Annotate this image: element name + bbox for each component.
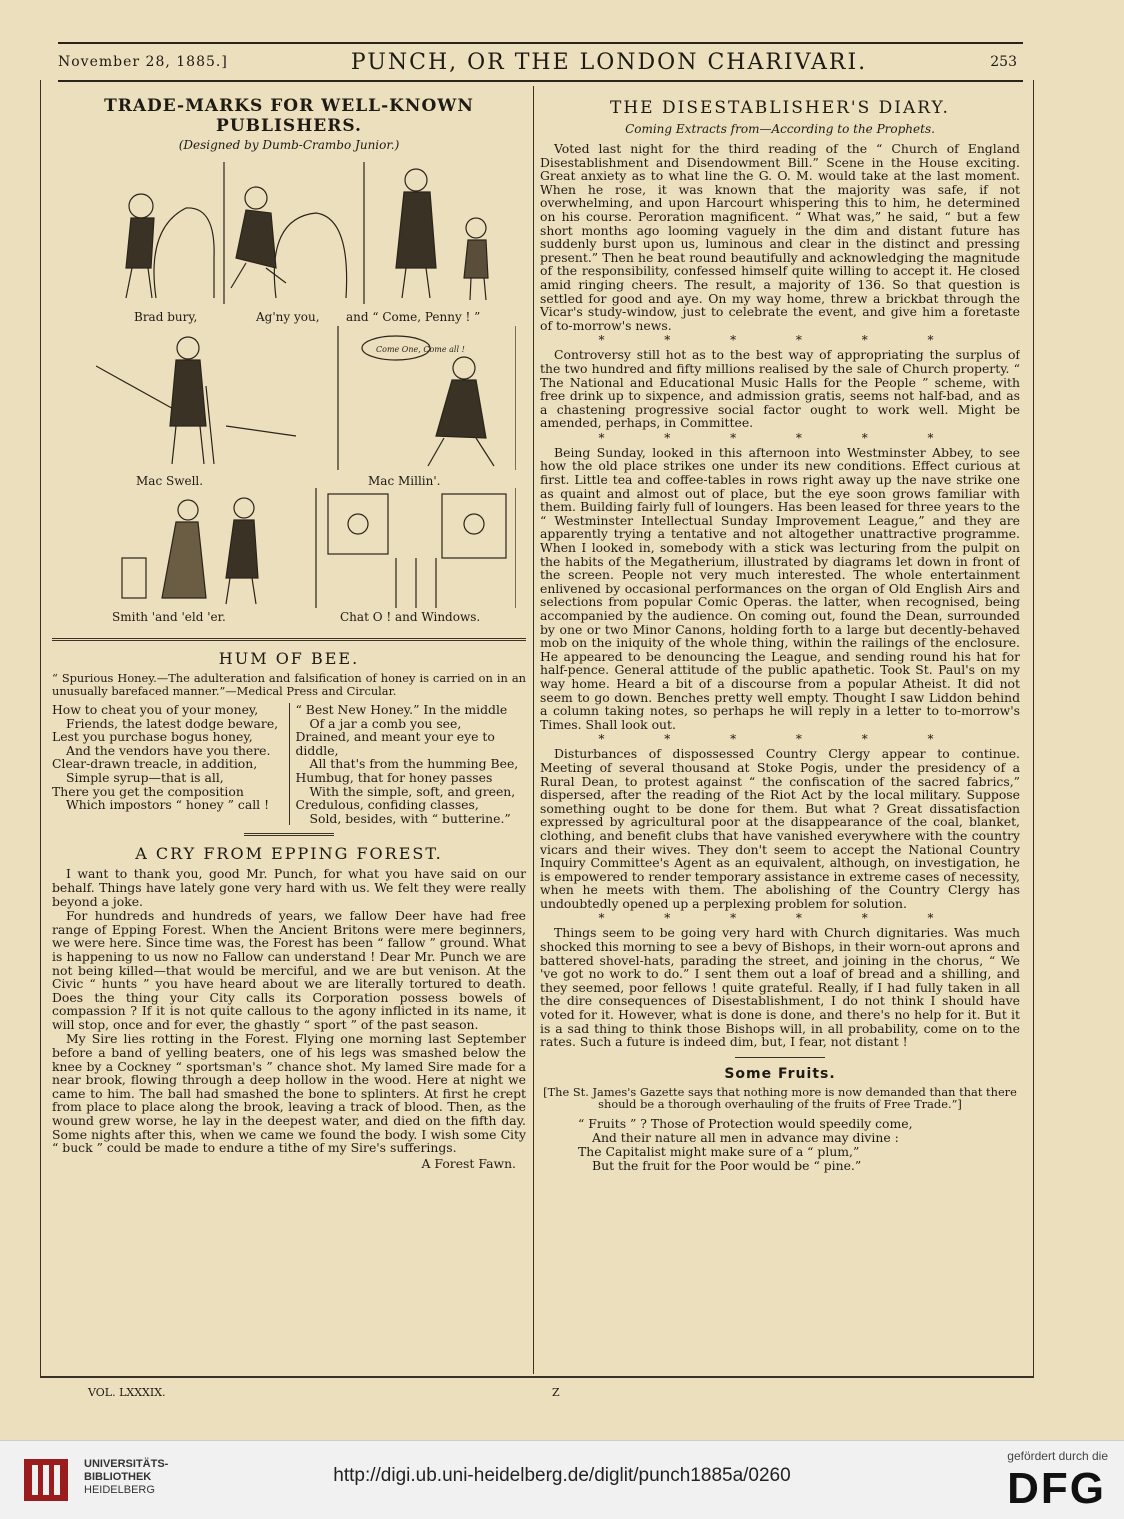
verse-line: “ Best New Honey.” In the middle [295, 702, 508, 717]
cartoon-row-3 [96, 488, 516, 608]
dfg-logo[interactable]: DFG [1007, 1464, 1106, 1513]
fruits-title: Some Fruits. [724, 1065, 836, 1082]
paragraph: Voted last night for the third reading of the “ Church of England Disestablishment and Disendowment Bill.” Scene in the House exciting. Great anxiety as to what line the G. O. M. would take at the last moment. When he rose, it was known that the majority was safe, if not overwhelming, and upon Harcourt whispering this to him, he determined on his course. Peroration magnificent. “ What was,” he said, “ but a few short months ago looming vaguely in the dim and distant future has suddenly burst upon us, luminous and clear in the distinct and pressing present.” Then he beat round beautifully and acknowledging the magnitude of the responsibility, confessed himself quite willing to accept it. He closed amid ringing cheers. The result, a majority of 136. So that question is settled for good and aye. On my way home, threw a brickbat through the Vicar's study-window, just to celebrate the event, and give him a foretaste of to-morrow's news. [540, 141, 1020, 333]
verse-line: Simple syrup—that is all, [66, 769, 224, 785]
caption-brad-bury: Brad bury, [134, 310, 198, 324]
section-stars: * * * * * * [598, 430, 962, 445]
epping-letter [52, 867, 526, 1154]
verse-line: Which impostors “ honey ” call ! [66, 797, 270, 813]
section-stars: * * * * * * [598, 333, 962, 348]
left-column [52, 92, 526, 1372]
signature-mark: Z [552, 1386, 560, 1399]
trademarks-subtitle: (Designed by Dumb-Crambo Junior.) [178, 138, 400, 152]
verse-line: Of a jar a comb you see, [309, 715, 462, 731]
speech-bubble-text: Come One, Come all ! [376, 345, 465, 354]
header-title: PUNCH, OR THE LONDON CHARIVARI. [350, 49, 868, 75]
caption-chat-o-and-windows: Chat O ! and Windows. [340, 610, 481, 624]
caption-mac-swell: Mac Swell. [136, 474, 204, 488]
section-rule [735, 1057, 825, 1058]
hum-poem-left [52, 703, 289, 825]
diary-text [540, 142, 1020, 1049]
fruits-note: [The St. James's Gazette says that nothing more is now demanded than that there should be a thorough overhauling of the fruits of Free Trade.”] [543, 1084, 1017, 1112]
page-number: 253 [990, 54, 1017, 70]
verse-line: Humbug, that for honey passes [295, 769, 493, 785]
funded-by-label: gefördert durch die [1007, 1449, 1108, 1463]
paragraph: Disturbances of dispossessed Country Clergy appear to continue. Meeting of several thousand at Stoke Pogis, under the presidency of a Rural Dean, to protest against “ the confiscation of the sacred fabrics,” dispersed, after the reading of the Riot Act by the local military. Suppose something ought to be done for them. But what ? Great dissatisfaction expressed by agricultural poor at the disappearance of the coal, blanket, clothing, and benefit clubs that have vanished everywhere with the country vicars and their wives. They don't seem to accept the National Country Inquiry Committee's Agent as an equivalent, although, on investigation, he is empowered to render temporary assistance in extreme cases of necessity, when he meets with them. The abolishing of the Country Clergy has undoubtedly opened up a perplexing problem for solution. [540, 746, 1020, 911]
section-stars: * * * * * * [598, 732, 962, 747]
section-rule [52, 638, 526, 641]
hum-epigraph: “ Spurious Honey.—The adulteration and falsification of honey is carried on in an unusually barefaced manner.”—Medical Press and Circular. [52, 671, 526, 698]
verse-line: The Capitalist might make sure of a “ plum,” [578, 1143, 860, 1159]
cartoon-row-1 [96, 158, 516, 308]
verse-line: Friends, the latest dodge beware, [66, 715, 279, 731]
right-column [540, 92, 1020, 1372]
institution-line: BIBLIOTHEK [84, 1471, 152, 1483]
epping-title: A CRY FROM EPPING FOREST. [135, 844, 443, 864]
verse-line: Credulous, confiding classes, [295, 797, 479, 813]
verse-line: Lest you purchase bogus honey, [52, 729, 253, 745]
verse-line: “ Fruits ” ? Those of Protection would speedily come, [578, 1115, 913, 1131]
institution-line: HEIDELBERG [84, 1484, 155, 1496]
verse-line: With the simple, soft, and green, [309, 783, 516, 799]
verse-line: But the fruit for the Poor would be “ pine.” [592, 1157, 862, 1173]
volume-label: VOL. LXXXIX. [88, 1386, 166, 1399]
caption-agny-you: Ag'ny you, [256, 310, 320, 324]
hum-poem-right [289, 703, 527, 825]
verse-line: How to cheat you of your money, [52, 702, 259, 717]
page-url-link[interactable]: http://digi.ub.uni-heidelberg.de/diglit/punch1885a/0260 [333, 1465, 791, 1486]
page-header [58, 42, 1023, 82]
library-banner [0, 1440, 1124, 1519]
fruits-poem [540, 1117, 1020, 1173]
trademarks-title: TRADE-MARKS FOR WELL-KNOWN PUBLISHERS. [104, 96, 474, 136]
paragraph: Being Sunday, looked in this afternoon into Westminster Abbey, to see how the old place strikes one under its new conditions. Effect curious at first. Little tea and coffee-tables in rows right away up the nave strike one as quaint and almost out of place, but the eye soon grows familiar with them. Building fairly full of loungers. Has been leased for three years to the “ Westminster Intellectual Sunday Improvement League,” and they are apparently trying a tentative and not altogether unattractive programme. When I looked in, somebody with a stick was lecturing from the pulpit on the habits of the Megatherium, illustrated by diagrams let down in front of the screen. People not very much interested. The whole entertainment enlivened by occasional performances on the organ of Old English Airs and selections from popular Comic Operas. the latter, when recognised, being accompanied by the audience. On coming out, found the Dean, surrounded by one or two Minor Canons, holding forth to a large but decently-behaved mob on the iniquity of the whole thing, within the railings of the enclosure. He appeared to be denouncing the League, and sending round his hat for half-pence. General attitude of the public apathetic. Took St. Paul's on my way home. Heard a bit of a discourse from a popular Atheist. It did not seem to go down. Benches pretty well empty. Thought I saw Liddon behind a column taking notes, so perhaps he will reply in a letter to to-morrow's Times. Shall look out. [540, 444, 1020, 732]
section-rule [244, 833, 334, 836]
caption-come-penny: and “ Come, Penny ! ” [346, 310, 481, 324]
paragraph: Things seem to be going very hard with Church dignitaries. Was much shocked this morning to see a bevy of Bishops, in their worn-out aprons and battered shovel-hats, parading the street, and joining in the chorus, “ We 've got no work to do.” I sent them out a loaf of bread and a shilling, and they seemed, poor fellows ! quite grateful. Really, if I had fully taken in all the dire consequences of Disestablishment, I do not think I should have voted for it. However, what is done is done, and there's no help for it. But it is a sad thing to think those Bishops will, in all probability, come on to the rates. Such a future is indeed dim, but, I fear, not distant ! [540, 925, 1020, 1050]
paragraph: I want to thank you, good Mr. Punch, for what you have said on our behalf. Things have lately gone very hard with us. We felt they were really beyond a joke. [52, 866, 526, 909]
verse-line: Drained, and meant your eye to diddle, [295, 729, 495, 758]
paragraph: For hundreds and hundreds of years, we fallow Deer have had free range of Epping Forest. When the Ancient Britons were mere beginners, we were here. Since time was, the Forest has been “ fallow ” ground. What is happening to us now no Fallow can understand ! Dear Mr. Punch we are not being killed—that would be merciful, and we are but venison. At the Civic “ hunts ” you have heard about we are literally tortured to death. Does the thing your City calls its Corporation possess bowels of compassion ? If it is not quite callous to the agony inflicted in its name, it will stop, once and for ever, the ghastly “ sport ” of the past season. [52, 908, 526, 1032]
verse-line: Clear-drawn treacle, in addition, [52, 756, 258, 772]
caption-smith-and-eld-er: Smith 'and 'eld 'er. [112, 610, 226, 624]
caption-mac-millin: Mac Millin'. [368, 474, 441, 488]
diary-title: THE DISESTABLISHER'S DIARY. [610, 98, 950, 118]
hum-title: HUM OF BEE. [218, 649, 360, 668]
verse-line: There you get the composition [52, 783, 244, 799]
header-date: November 28, 1885.] [58, 54, 228, 70]
epping-signature: A Forest Fawn. [421, 1155, 516, 1171]
cartoon-illustration [52, 158, 526, 624]
verse-line: And the vendors have you there. [66, 742, 271, 758]
hum-poem [52, 703, 526, 825]
institution-line: UNIVERSITÄTS- [84, 1458, 169, 1470]
cartoon-row-2 [96, 326, 516, 470]
paragraph: My Sire lies rotting in the Forest. Flying one morning last September before a band of yelling beaters, one of his legs was smashed below the knee by a Cockney “ sportsman's ” chance shot. My lamed Sire made for a near brook, flowing through a deep hollow in the wood. Here at night we came to him. The ball had smashed the bone to splinters. At first he crept from place to place along the brook, leaving a track of blood. Then, as the wound grew worse, he lay in the deepest water, and died on the fifth day. Some nights after this, when we came we found the body. I wish some City “ buck ” could be made to endure a tithe of my Sire's sufferings. [52, 1031, 526, 1156]
verse-line: Sold, besides, with “ butterine.” [309, 810, 511, 826]
verse-line: All that's from the humming Bee, [309, 756, 519, 772]
verse-line: And their nature all men in advance may divine : [592, 1129, 899, 1145]
paragraph: Controversy still hot as to the best way of appropriating the surplus of the two hundred and fifty millions realised by the sale of Church property. “ The National and Educational Music Halls for the People ” scheme, with free drink up to sixpence, and admission gratis, seems not half-bad, and as a chastening progressive social factor ought to work well. Might be amended, perhaps, in Committee. [540, 347, 1020, 431]
section-stars: * * * * * * [598, 911, 962, 926]
column-divider [533, 86, 534, 1374]
diary-subtitle: Coming Extracts from—According to the Prophets. [625, 122, 935, 136]
